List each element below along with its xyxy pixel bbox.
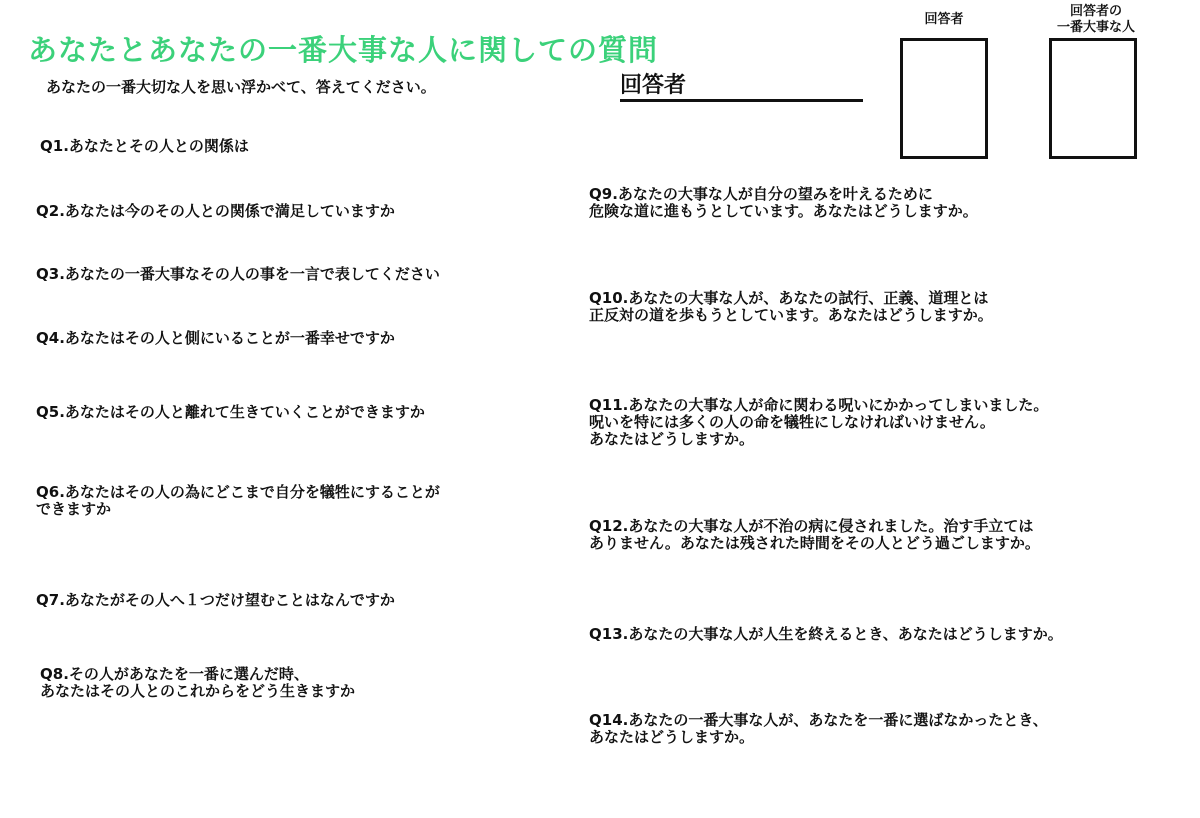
question-item: Q8.その人があなたを一番に選んだ時、 あなたはその人とのこれからをどう生きますか [40,665,356,700]
question-item: Q5.あなたはその人と離れて生きていくことができますか [36,403,425,421]
question-item: Q4.あなたはその人と側にいることが一番幸せですか [36,329,395,347]
important-person-photo-box[interactable] [1049,38,1137,159]
question-item: Q2.あなたは今のその人との関係で満足していますか [36,202,395,220]
question-item: Q9.あなたの大事な人が自分の望みを叶えるために 危険な道に進もうとしています。あなたはどうしますか。 [589,185,978,220]
question-item: Q7.あなたがその人へ１つだけ望むことはなんですか [36,591,395,609]
question-item: Q10.あなたの大事な人が、あなたの試行、正義、道理とは 正反対の道を歩もうとしています。あなたはどうしますか。 [589,289,993,324]
respondent-photo-caption: 回答者 [924,12,964,27]
question-item: Q14.あなたの一番大事な人が、あなたを一番に選ばなかったとき、 あなたはどうしますか。 [589,711,1048,746]
question-item: Q6.あなたはその人の為にどこまで自分を犠牲にすることが できますか [36,483,440,518]
question-item: Q11.あなたの大事な人が命に関わる呪いにかかってしまいました。 呪いを特には多くの人の命を犠牲にしなければいけません。 あなたはどうしますか。 [589,396,1049,448]
respondent-name-label: 回答者 [620,73,687,98]
question-item: Q3.あなたの一番大事なその人の事を一言で表してください [36,265,440,283]
page-title: あなたとあなたの一番大事な人に関しての質問 [28,33,659,67]
question-item: Q13.あなたの大事な人が人生を終えるとき、あなたはどうしますか。 [589,625,1063,643]
question-item: Q12.あなたの大事な人が不治の病に侵されました。治す手立ては ありません。あなたは残された時間をその人とどう過ごしますか。 [589,517,1040,552]
respondent-name-line[interactable] [620,99,863,102]
question-item: Q1.あなたとその人との関係は [40,137,249,155]
instruction-text: あなたの一番大切な人を思い浮かべて、答えてください。 [46,78,436,96]
respondent-photo-box[interactable] [900,38,988,159]
important-person-photo-caption: 回答者の 一番大事な人 [1056,4,1135,35]
